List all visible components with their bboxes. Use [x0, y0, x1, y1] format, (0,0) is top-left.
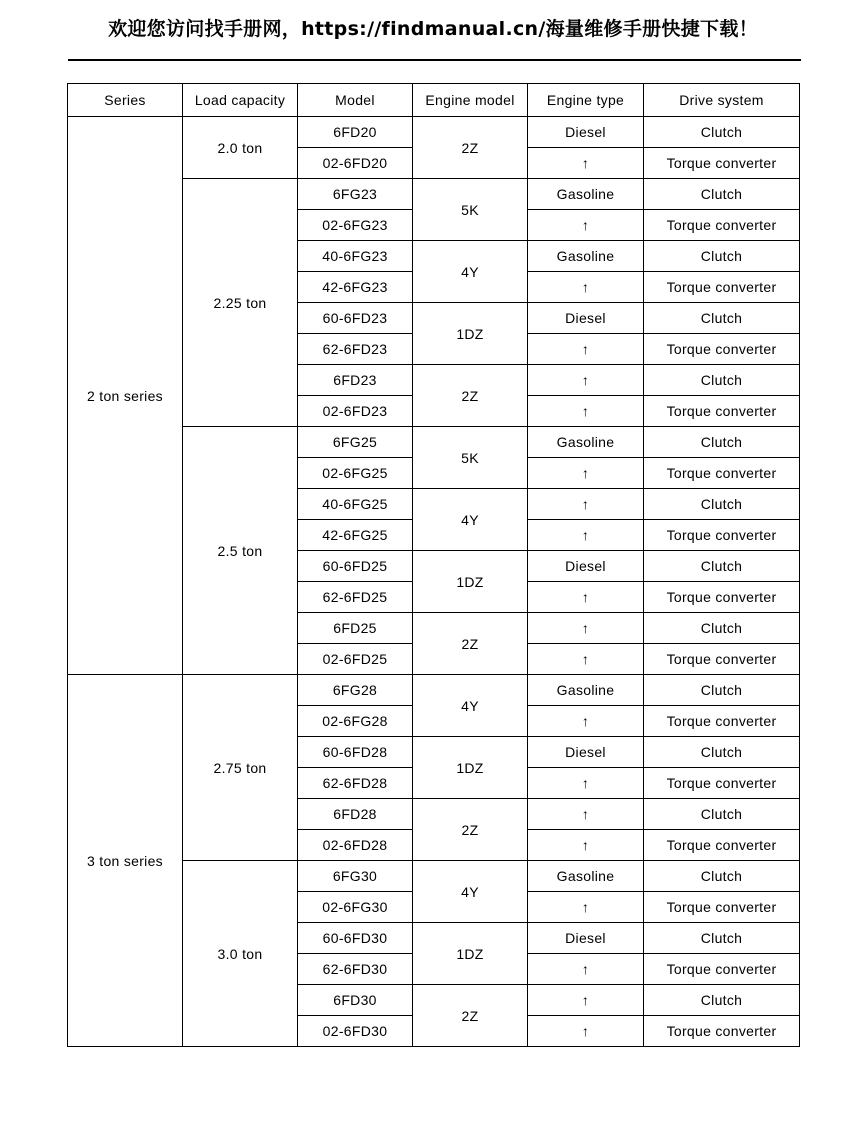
header-model: Model	[298, 84, 413, 117]
drive-system-cell: Torque converter	[644, 148, 800, 179]
drive-system-cell: Torque converter	[644, 706, 800, 737]
model-cell: 62-6FD23	[298, 334, 413, 365]
engine-model-cell: 1DZ	[413, 923, 528, 985]
series-cell: 3 ton series	[68, 675, 183, 1047]
engine-type-cell: Gasoline	[528, 179, 644, 210]
model-cell: 6FG28	[298, 675, 413, 706]
drive-system-cell: Clutch	[644, 551, 800, 582]
engine-model-cell: 4Y	[413, 675, 528, 737]
engine-model-cell: 4Y	[413, 489, 528, 551]
model-cell: 02-6FG23	[298, 210, 413, 241]
drive-system-cell: Clutch	[644, 241, 800, 272]
header-drive-system: Drive system	[644, 84, 800, 117]
drive-system-cell: Clutch	[644, 985, 800, 1016]
drive-system-cell: Torque converter	[644, 954, 800, 985]
engine-type-cell: ↑	[528, 148, 644, 179]
engine-model-cell: 1DZ	[413, 551, 528, 613]
header-load-capacity: Load capacity	[183, 84, 298, 117]
drive-system-cell: Clutch	[644, 179, 800, 210]
engine-model-cell: 2Z	[413, 613, 528, 675]
drive-system-cell: Torque converter	[644, 272, 800, 303]
engine-type-cell: Gasoline	[528, 861, 644, 892]
drive-system-cell: Clutch	[644, 303, 800, 334]
model-cell: 6FD20	[298, 117, 413, 148]
model-cell: 02-6FG25	[298, 458, 413, 489]
drive-system-cell: Clutch	[644, 737, 800, 768]
model-cell: 60-6FD30	[298, 923, 413, 954]
load-capacity-cell: 2.5 ton	[183, 427, 298, 675]
engine-type-cell: ↑	[528, 458, 644, 489]
model-cell: 6FG25	[298, 427, 413, 458]
model-cell: 40-6FG23	[298, 241, 413, 272]
model-cell: 6FG23	[298, 179, 413, 210]
header-engine-model: Engine model	[413, 84, 528, 117]
drive-system-cell: Clutch	[644, 675, 800, 706]
engine-type-cell: ↑	[528, 892, 644, 923]
engine-model-cell: 4Y	[413, 241, 528, 303]
model-cell: 02-6FG28	[298, 706, 413, 737]
drive-system-cell: Clutch	[644, 799, 800, 830]
series-cell: 2 ton series	[68, 117, 183, 675]
model-cell: 62-6FD30	[298, 954, 413, 985]
engine-type-cell: Gasoline	[528, 427, 644, 458]
engine-type-cell: ↑	[528, 613, 644, 644]
engine-type-cell: Diesel	[528, 117, 644, 148]
drive-system-cell: Torque converter	[644, 334, 800, 365]
load-capacity-cell: 2.0 ton	[183, 117, 298, 179]
drive-system-cell: Torque converter	[644, 644, 800, 675]
engine-type-cell: ↑	[528, 1016, 644, 1047]
model-cell: 6FD25	[298, 613, 413, 644]
load-capacity-cell: 3.0 ton	[183, 861, 298, 1047]
drive-system-cell: Clutch	[644, 613, 800, 644]
model-cell: 6FD30	[298, 985, 413, 1016]
model-cell: 60-6FD28	[298, 737, 413, 768]
model-cell: 6FG30	[298, 861, 413, 892]
drive-system-cell: Clutch	[644, 861, 800, 892]
drive-system-cell: Clutch	[644, 365, 800, 396]
site-banner[interactable]: 欢迎您访问找手册网，https://findmanual.cn/海量维修手册快捷下载！	[108, 18, 758, 40]
drive-system-cell: Torque converter	[644, 210, 800, 241]
engine-type-cell: ↑	[528, 799, 644, 830]
drive-system-cell: Torque converter	[644, 458, 800, 489]
drive-system-cell: Torque converter	[644, 582, 800, 613]
engine-model-cell: 2Z	[413, 117, 528, 179]
model-cell: 6FD28	[298, 799, 413, 830]
engine-type-cell: ↑	[528, 365, 644, 396]
table-body	[68, 117, 800, 1047]
drive-system-cell: Torque converter	[644, 1016, 800, 1047]
engine-model-cell: 2Z	[413, 985, 528, 1047]
load-capacity-cell: 2.75 ton	[183, 675, 298, 861]
table-row	[68, 117, 800, 148]
drive-system-cell: Torque converter	[644, 768, 800, 799]
engine-type-cell: ↑	[528, 985, 644, 1016]
engine-type-cell: ↑	[528, 334, 644, 365]
engine-type-cell: Diesel	[528, 923, 644, 954]
engine-model-cell: 1DZ	[413, 737, 528, 799]
header-rule	[68, 59, 801, 61]
model-cell: 6FD23	[298, 365, 413, 396]
engine-type-cell: ↑	[528, 582, 644, 613]
header-series: Series	[68, 84, 183, 117]
model-cell: 62-6FD25	[298, 582, 413, 613]
model-cell: 62-6FD28	[298, 768, 413, 799]
engine-type-cell: Diesel	[528, 737, 644, 768]
engine-model-cell: 1DZ	[413, 303, 528, 365]
engine-type-cell: ↑	[528, 954, 644, 985]
engine-type-cell: Gasoline	[528, 241, 644, 272]
model-cell: 60-6FD25	[298, 551, 413, 582]
table-header-row	[68, 84, 800, 117]
model-cell: 02-6FD25	[298, 644, 413, 675]
engine-type-cell: Diesel	[528, 551, 644, 582]
engine-type-cell: ↑	[528, 272, 644, 303]
model-cell: 42-6FG25	[298, 520, 413, 551]
drive-system-cell: Clutch	[644, 923, 800, 954]
drive-system-cell: Torque converter	[644, 520, 800, 551]
engine-type-cell: Gasoline	[528, 675, 644, 706]
header-engine-type: Engine type	[528, 84, 644, 117]
drive-system-cell: Clutch	[644, 427, 800, 458]
model-cell: 40-6FG25	[298, 489, 413, 520]
engine-type-cell: ↑	[528, 396, 644, 427]
model-cell: 60-6FD23	[298, 303, 413, 334]
drive-system-cell: Torque converter	[644, 830, 800, 861]
engine-type-cell: Diesel	[528, 303, 644, 334]
model-cell: 02-6FD23	[298, 396, 413, 427]
load-capacity-cell: 2.25 ton	[183, 179, 298, 427]
engine-model-cell: 5K	[413, 179, 528, 241]
engine-type-cell: ↑	[528, 644, 644, 675]
engine-model-cell: 2Z	[413, 365, 528, 427]
drive-system-cell: Clutch	[644, 117, 800, 148]
model-cell: 02-6FD20	[298, 148, 413, 179]
engine-type-cell: ↑	[528, 520, 644, 551]
drive-system-cell: Torque converter	[644, 892, 800, 923]
table-row	[68, 675, 800, 706]
engine-type-cell: ↑	[528, 489, 644, 520]
engine-type-cell: ↑	[528, 830, 644, 861]
engine-type-cell: ↑	[528, 706, 644, 737]
model-cell: 02-6FG30	[298, 892, 413, 923]
model-cell: 42-6FG23	[298, 272, 413, 303]
engine-type-cell: ↑	[528, 210, 644, 241]
engine-type-cell: ↑	[528, 768, 644, 799]
drive-system-cell: Clutch	[644, 489, 800, 520]
model-cell: 02-6FD28	[298, 830, 413, 861]
spec-table	[67, 83, 800, 1047]
engine-model-cell: 5K	[413, 427, 528, 489]
drive-system-cell: Torque converter	[644, 396, 800, 427]
engine-model-cell: 4Y	[413, 861, 528, 923]
model-cell: 02-6FD30	[298, 1016, 413, 1047]
engine-model-cell: 2Z	[413, 799, 528, 861]
